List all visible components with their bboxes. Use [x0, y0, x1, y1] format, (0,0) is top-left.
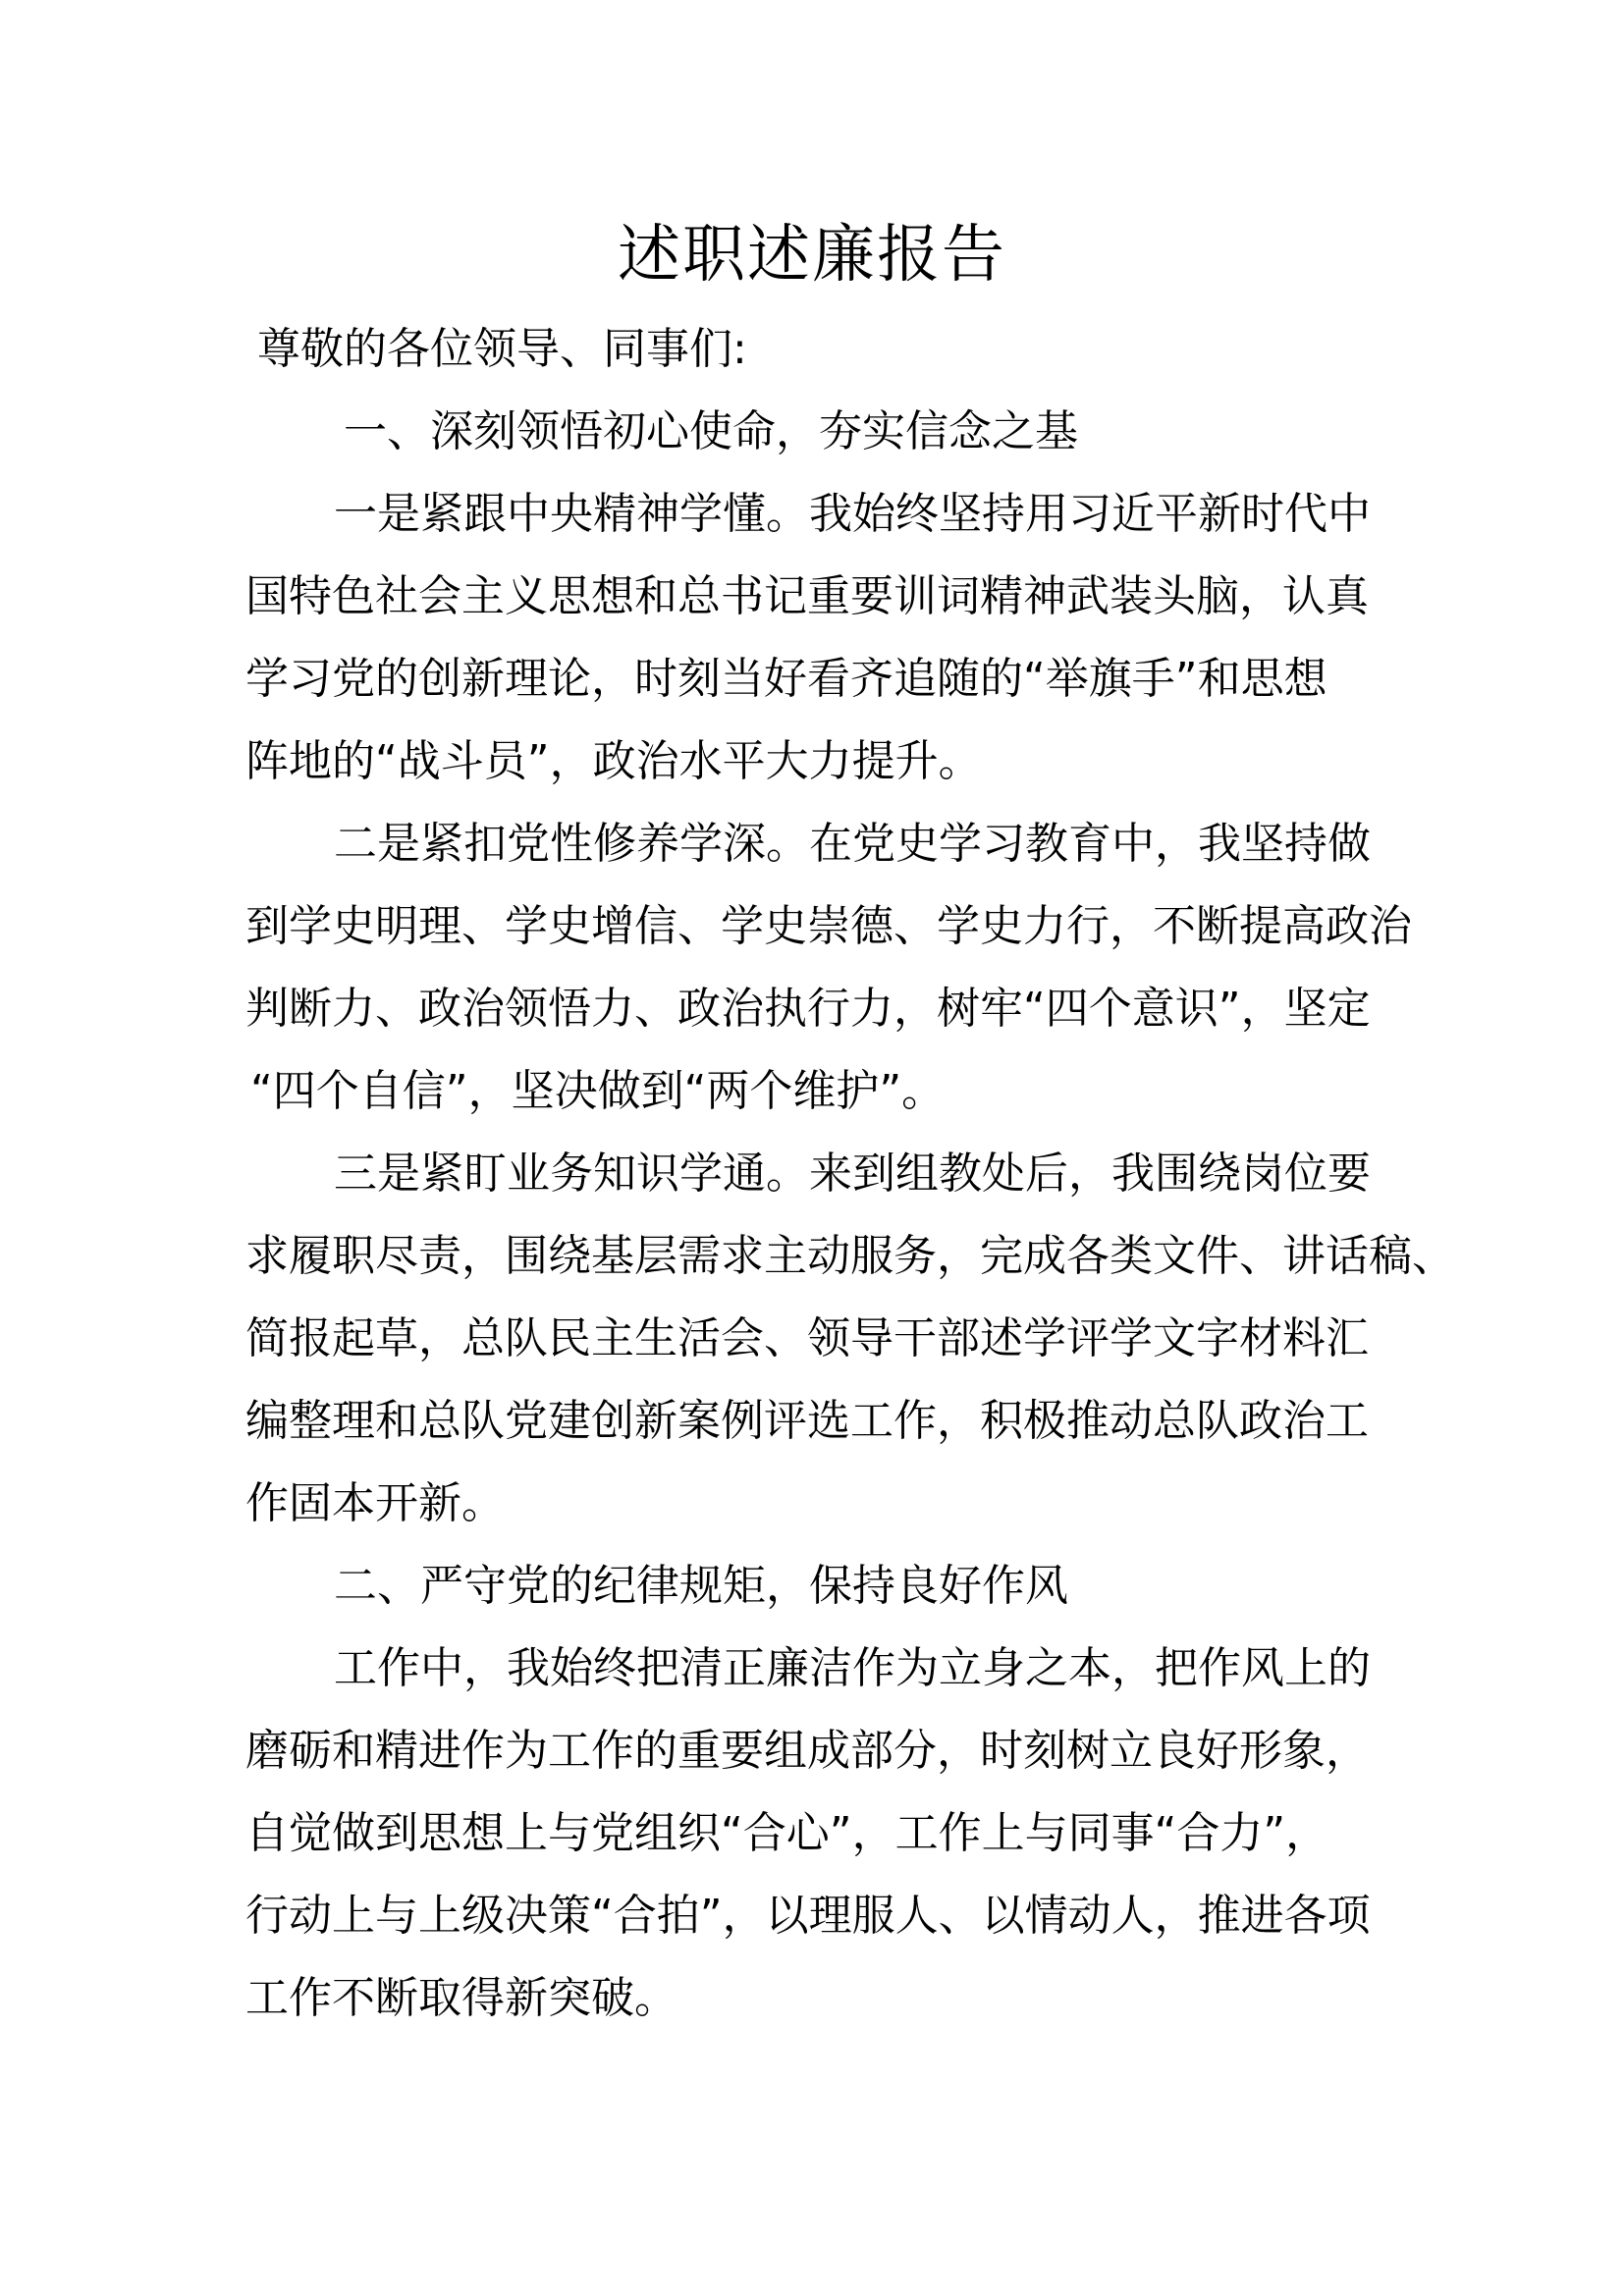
salutation: 尊敬的各位领导、同事们: — [257, 324, 747, 374]
section-2-heading: 二、严守党的纪律规矩，保持良好作风 — [334, 1561, 1068, 1611]
document-title: 述职述廉报告 — [618, 219, 1006, 292]
paragraph-1-line-2: 国特色社会主义思想和总书记重要训词精神武装头脑，认真 — [245, 571, 1369, 621]
paragraph-4-line-5: 工作不断取得新突破。 — [245, 1973, 677, 2023]
paragraph-4-line-1: 工作中，我始终把清正廉洁作为立身之本，把作风上的 — [334, 1643, 1371, 1693]
paragraph-4-line-2: 磨砺和精进作为工作的重要组成部分，时刻树立良好形象， — [245, 1726, 1369, 1776]
paragraph-3-line-5: 作固本开新。 — [245, 1478, 505, 1528]
paragraph-4-line-4: 行动上与上级决策“合拍”，以理服人、以情动人，推进各项 — [245, 1891, 1371, 1941]
paragraph-3-line-3: 简报起草，总队民主生活会、领导干部述学评学文字材料汇 — [245, 1313, 1369, 1363]
paragraph-1-line-1: 一是紧跟中央精神学懂。我始终坚持用习近平新时代中 — [334, 489, 1371, 539]
paragraph-2-line-4: “四个自信”，坚决做到“两个维护”。 — [250, 1066, 946, 1116]
paragraph-1-line-4: 阵地的“战斗员”，政治水平大力提升。 — [245, 736, 982, 786]
paragraph-2-line-1: 二是紧扣党性修养学深。在党史学习教育中，我坚持做 — [334, 819, 1371, 869]
paragraph-2-line-2: 到学史明理、学史增信、学史崇德、学史力行，不断提高政治 — [245, 901, 1412, 951]
paragraph-4-line-3: 自觉做到思想上与党组织“合心”，工作上与同事“合力”， — [245, 1808, 1329, 1858]
paragraph-3-line-4: 编整理和总队党建创新案例评选工作，积极推动总队政治工 — [245, 1396, 1369, 1446]
section-1-heading: 一、深刻领悟初心使命，夯实信念之基 — [344, 406, 1078, 456]
paragraph-1-line-3: 学习党的创新理论，时刻当好看齐追随的“举旗手”和思想 — [245, 654, 1327, 704]
paragraph-3-line-1: 三是紧盯业务知识学通。来到组教处后，我围绕岗位要 — [334, 1148, 1371, 1199]
paragraph-3-line-2: 求履职尽责，围绕基层需求主动服务，完成各类文件、讲话稿、 — [245, 1231, 1455, 1281]
paragraph-2-line-3: 判断力、政治领悟力、政治执行力，树牢“四个意识”，坚定 — [245, 984, 1371, 1034]
